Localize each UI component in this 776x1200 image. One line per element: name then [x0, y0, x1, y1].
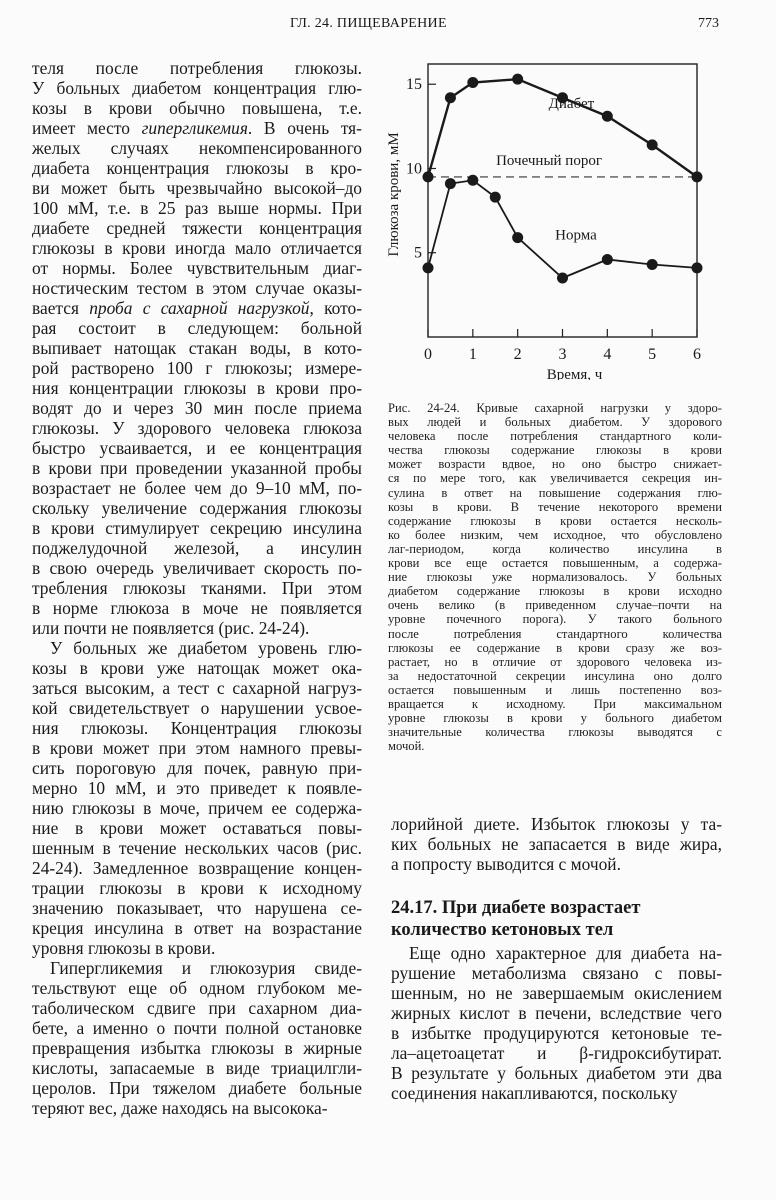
data-point — [557, 273, 568, 284]
text-line: рушение метаболизма связано с повы- — [391, 963, 722, 983]
text-line: ние глюкозы уже нормализовалось. У больных — [388, 570, 722, 585]
page-number: 773 — [698, 16, 719, 31]
data-point — [647, 259, 658, 270]
left-column-text — [32, 58, 362, 1118]
text-line: быстро усваивается, и ее концентрация — [32, 438, 362, 458]
text-line: диабета концентрация глюкозы в кро- — [32, 158, 362, 178]
text-line: очень велико (в приведенном случае–почти на — [388, 598, 722, 613]
text-line: бете, а именно о почти полной остановке — [32, 1018, 362, 1038]
section-text — [391, 943, 722, 1103]
text-line: кислоты, запасаемые в виде триацилгли- — [32, 1058, 362, 1078]
text-line: чества глюкозы содержание глюкозы в крови — [388, 443, 722, 458]
text-line: Еще одно характерное для диабета на- — [409, 943, 722, 963]
text-line: вращается к исходному. При максимальном — [388, 696, 722, 711]
section-heading — [391, 897, 722, 941]
text-line: таболическом сдвиге при сахарном диа- — [32, 998, 362, 1018]
text-line: ние в крови может оставаться повы- — [32, 818, 362, 838]
text-line: желых случаях некомпенсированного — [32, 138, 362, 158]
data-point — [647, 139, 658, 150]
data-point — [467, 175, 478, 186]
text-line: глюкозы ее содержание в крови сразу же воз- — [388, 640, 722, 655]
data-point — [445, 92, 456, 103]
text-line: диабетом содержание глюкозы в крови исходно — [388, 584, 722, 599]
text-line: в крови при проведении указанной пробы — [32, 458, 362, 478]
text-line: остается повышенным и лишь постепенно воз- — [388, 682, 722, 697]
text-line: креция инсулина в ответ на возрастание — [32, 918, 362, 938]
text-line: козы в крови. В течение некоторого времени — [388, 499, 722, 514]
text-line: за недостаточной секреции инсулина оно долго — [388, 668, 722, 683]
text-line: лаг-периодом, когда количество инсулина в — [388, 541, 722, 556]
y-tick-label: 10 — [406, 160, 422, 178]
figure-caption — [388, 401, 722, 753]
text-line: возрастает не более чем до 9–10 мМ, по- — [32, 478, 362, 498]
text-line: ких больных не запасается в виде жира, — [391, 834, 722, 854]
text-line: скольку увеличение содержания глюкозы — [32, 498, 362, 518]
text-line: ся по мере того, как увеличивается секреция ин- — [388, 471, 722, 486]
text-line: может возрасти вдвое, но оно быстро снижает- — [388, 457, 722, 472]
text-line: глюкозы в крови иногда мало отличается — [32, 238, 362, 258]
text-line: значительные количества глюкозы выводятся с — [388, 725, 722, 740]
data-point — [490, 192, 501, 203]
text-line: сить пороговую для почек, равную при- — [32, 758, 362, 778]
y-tick-label: 15 — [406, 76, 422, 94]
y-tick-label: 5 — [414, 244, 422, 262]
text-line: ностическим тестом в этом случае оказы- — [32, 278, 362, 298]
text-line: выпивает натощак стакан воды, в кото- — [32, 338, 362, 358]
x-axis-label: Время, ч — [546, 367, 603, 380]
text-line: мочой. — [388, 739, 425, 754]
text-line: У больных диабетом концентрация глю- — [32, 78, 362, 98]
text-line: крови все еще остается повышенным, а содержа- — [388, 556, 722, 571]
data-point — [602, 254, 613, 265]
y-axis-label: Глюкоза крови, мМ — [386, 132, 402, 257]
text-line: водят до и через 30 мин после приема — [32, 398, 362, 418]
text-line: ви может быть чрезвычайно высокой–до — [32, 178, 362, 198]
data-point — [692, 171, 703, 182]
text-line: кой свидетельствует о нарушении усвое- — [32, 698, 362, 718]
text-line: У больных же диабетом уровень глю- — [50, 638, 362, 658]
text-line: уровне почечного порога). У такого больного — [388, 612, 722, 627]
text-line: в избытке продуцируются кетоновые те- — [391, 1023, 722, 1043]
text-line: а попросту выводится с мочой. — [391, 854, 621, 874]
text-line: значению показывает, что нарушена се- — [32, 898, 362, 918]
text-line: соединения накапливаются, поскольку — [391, 1083, 678, 1103]
text-line: 100 мМ, т.е. в 25 раз выше нормы. При — [32, 198, 362, 218]
text-line: нию глюкозы в моче, причем ее содержа- — [32, 798, 362, 818]
text-line: Рис. 24-24. Кривые сахарной нагрузки у здоро- — [388, 401, 722, 415]
text-line: мерно 10 мМ, и это приведет к появле- — [32, 778, 362, 798]
text-line: 24-24). Замедленное возвращение концен- — [32, 858, 362, 878]
text-line: рая состоит в следующем: больной — [32, 318, 362, 338]
section-heading-line: 24.17. При диабете возрастает — [391, 898, 641, 918]
text-line: козы в крови уже натощак может ока- — [32, 658, 362, 678]
data-point — [423, 262, 434, 273]
text-line: уровня глюкозы в крови. — [32, 938, 216, 958]
text-line: жирных кислот в печени, вследствие чего — [391, 1003, 722, 1023]
running-head: ГЛ. 24. ПИЩЕВАРЕНИЕ — [290, 16, 447, 31]
text-line: от нормы. Более чувствительным диаг- — [32, 258, 362, 278]
glucose-tolerance-chart — [380, 50, 725, 380]
text-line: поджелудочной железой, а инсулин — [32, 538, 362, 558]
x-tick-label: 3 — [558, 346, 567, 363]
text-line: в норме глюкоза в моче не появляется — [32, 598, 362, 618]
text-line: трации глюкозы в крови к исходному — [32, 878, 362, 898]
figure-24-24 — [380, 50, 725, 380]
text-line: ла–ацетоацетат и β-гидроксибутират. — [391, 1043, 722, 1063]
data-point — [512, 232, 523, 243]
text-line: ния концентрации глюкозы в крови про- — [32, 378, 362, 398]
text-line: в крови может при этом намного превы- — [32, 738, 362, 758]
text-line: тельствуют еще об одном глубоком ме- — [32, 978, 362, 998]
x-tick-label: 5 — [648, 346, 657, 363]
text-line: превращения избытка глюкозы в жирные — [32, 1038, 362, 1058]
text-line: имеет место гипергликемия. В очень тя- — [32, 118, 362, 138]
text-line: в крови стимулирует секрецию инсулина — [32, 518, 362, 538]
text-line: Гипергликемия и глюкозурия свиде- — [50, 958, 362, 978]
data-point — [423, 171, 434, 182]
text-line: шенным в течение нескольких часов (рис. — [32, 838, 362, 858]
text-line: козы в крови обычно повышена, т.е. — [32, 98, 362, 118]
text-line: заться высоким, а тест с сахарной нагруз- — [32, 678, 362, 698]
text-line: лорийной диете. Избыток глюкозы у та- — [391, 814, 722, 834]
annotation-label: Норма — [555, 227, 597, 244]
text-line: теля после потребления глюкозы. — [32, 58, 362, 78]
text-line: теряют вес, даже находясь на высокока- — [32, 1098, 328, 1118]
annotation-label: Диабет — [548, 95, 595, 112]
annotation-label: Почечный порог — [496, 153, 602, 170]
text-line: вых людей и больных диабетом. У здорового — [388, 415, 722, 430]
x-tick-label: 4 — [603, 346, 612, 363]
text-line: шенным, но не завершаемым окислением — [391, 983, 722, 1003]
x-tick-label: 1 — [468, 346, 477, 363]
x-tick-label: 0 — [424, 346, 432, 363]
text-line: или почти не появляется (рис. 24-24). — [32, 618, 310, 638]
text-line: растает, но в отличие от здорового человека из- — [388, 654, 722, 669]
data-point — [445, 178, 456, 189]
text-line: ко более низким, чем исходное, что обусловлено — [388, 527, 722, 542]
text-line: диабете средней тяжести концентрация — [32, 218, 362, 238]
section-heading-line: количество кетоновых тел — [391, 920, 614, 940]
text-line: после потребления стандартного количества — [388, 626, 722, 641]
text-line: В результате у больных диабетом эти два — [391, 1063, 722, 1083]
text-line: в свою очередь увеличивает скорость по- — [32, 558, 362, 578]
data-point — [512, 74, 523, 85]
text-line: церолов. При тяжелом диабете больные — [32, 1078, 362, 1098]
text-line: требления глюкозы тканями. При этом — [32, 578, 362, 598]
text-line: человека после потребления стандартного коли- — [388, 429, 722, 444]
text-line: сулина в ответ на повышение содержания глю- — [388, 485, 722, 500]
text-line: глюкозы. У здорового человека глюкоза — [32, 418, 362, 438]
text-line: вается проба с сахарной нагрузкой, кото- — [32, 298, 362, 318]
text-line: ния глюкозы. Концентрация глюкозы — [32, 718, 362, 738]
text-line: уровне глюкозы в крови у больного диабетом — [388, 711, 722, 726]
data-point — [602, 111, 613, 122]
text-line: рой растворено 100 г глюкозы; измере- — [32, 358, 362, 378]
x-tick-label: 2 — [513, 346, 522, 363]
data-point — [692, 262, 703, 273]
right-column-text — [391, 814, 722, 874]
text-line: содержание глюкозы в крови остается несколь- — [388, 513, 722, 528]
data-point — [467, 77, 478, 88]
x-tick-label: 6 — [693, 346, 701, 363]
